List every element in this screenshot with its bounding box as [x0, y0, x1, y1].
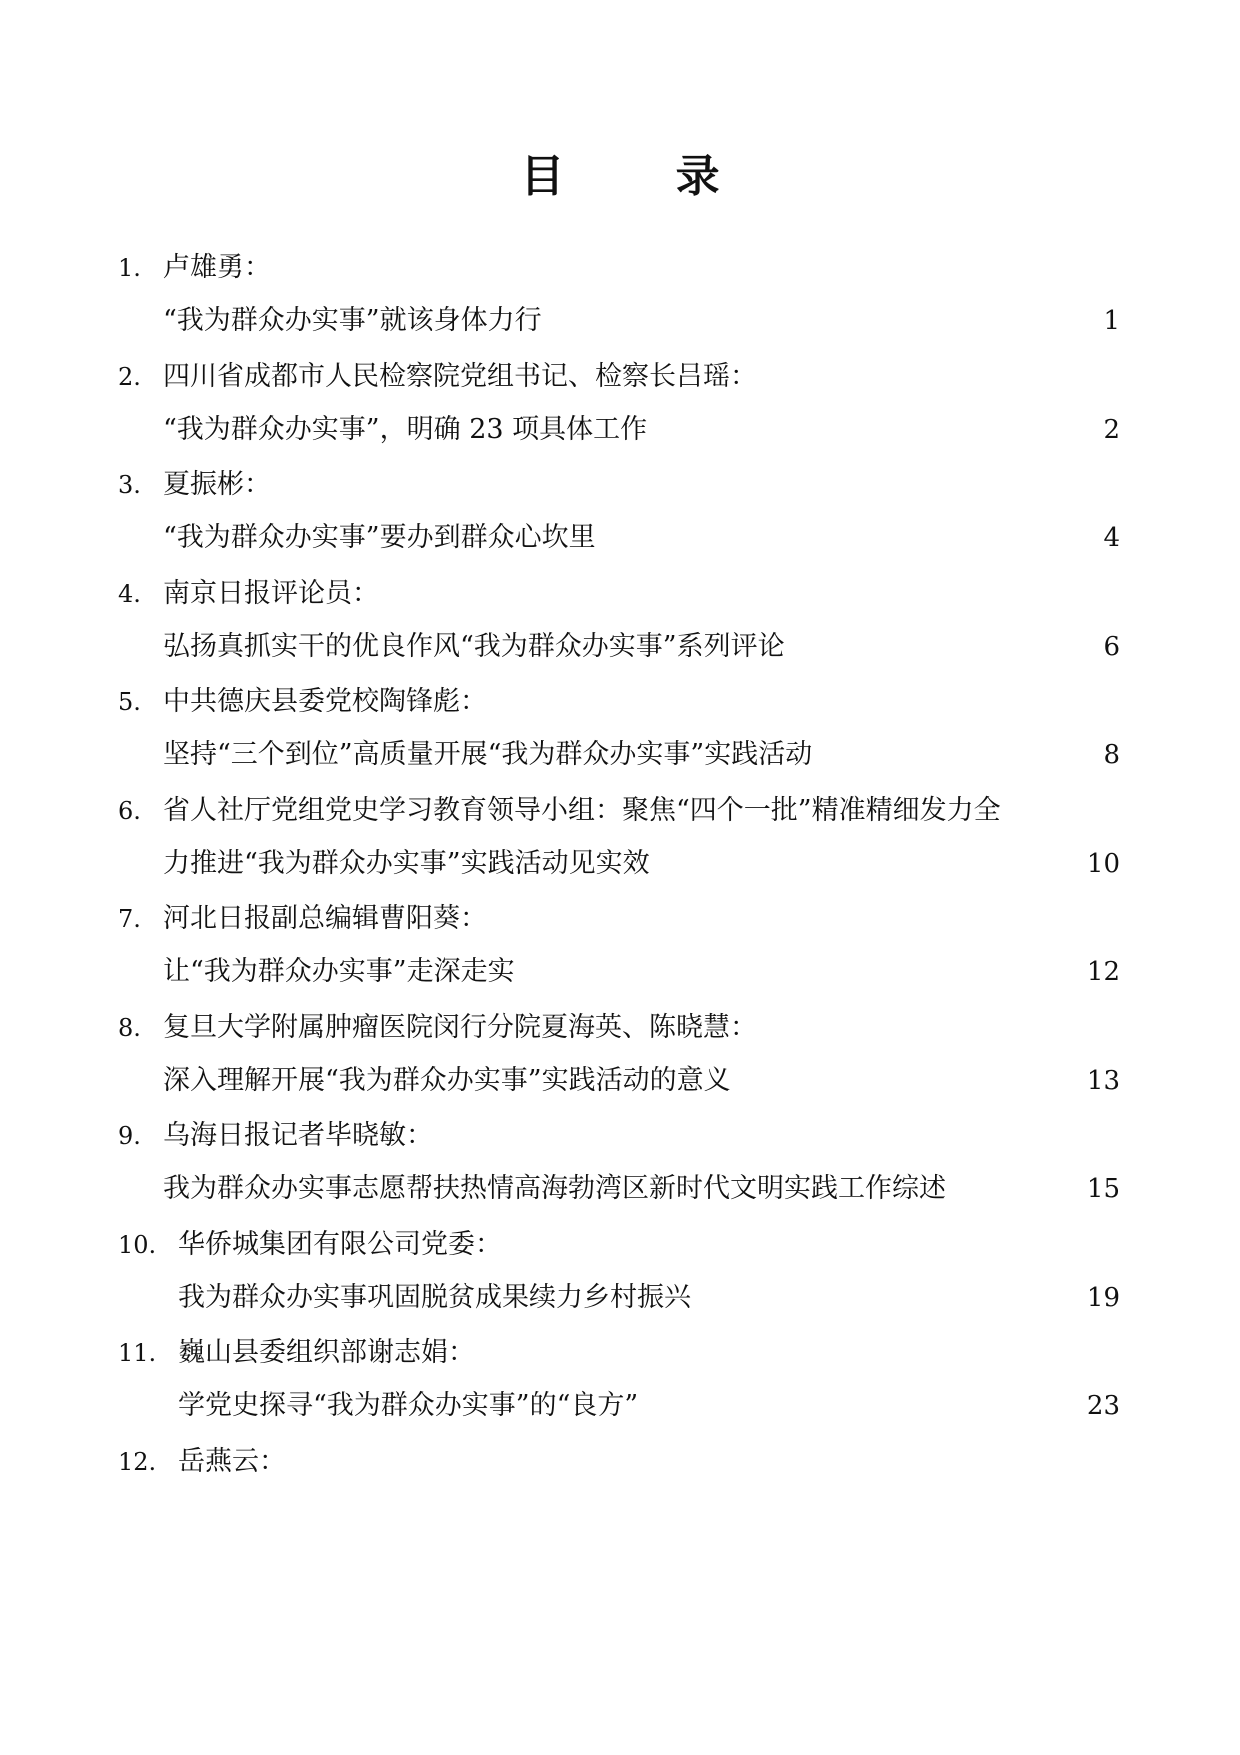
toc-entry-title[interactable]	[0, 1278, 1240, 1318]
entry-number: 9.	[118, 1122, 141, 1150]
entry-number: 7.	[118, 905, 141, 933]
entry-number: 3.	[118, 471, 141, 499]
toc-entry-heading	[0, 574, 1240, 614]
entry-author: 中共德庆县委党校陶锋彪：	[163, 686, 487, 717]
entry-page-number: 10	[1086, 848, 1120, 879]
entry-title: “我为群众办实事”，明确 23 项具体工作	[163, 413, 648, 445]
entry-number: 2.	[118, 362, 141, 391]
toc-entry-heading	[0, 791, 1240, 831]
entry-page-number: 12	[1086, 957, 1120, 987]
entry-page-number: 2	[1103, 414, 1120, 445]
entry-page-number: 13	[1086, 1065, 1120, 1096]
entry-author: 华侨城集团有限公司党委：	[178, 1228, 502, 1260]
entry-page-number: 19	[1086, 1282, 1120, 1313]
toc-entry-title[interactable]	[0, 735, 1240, 775]
entry-author: 省人社厅党组党史学习教育领导小组：聚焦“四个一批”精准精细发力全	[163, 794, 1001, 826]
toc-entry-title[interactable]	[0, 518, 1240, 558]
entry-page-number: 8	[1103, 740, 1120, 770]
toc-entry-title[interactable]	[0, 301, 1240, 341]
entry-title: 我为群众办实事志愿帮扶热情高海勃湾区新时代文明实践工作综述	[163, 1173, 946, 1204]
entry-author: 乌海日报记者毕晓敏：	[163, 1120, 433, 1151]
toc-entry-heading	[0, 1008, 1240, 1048]
toc-entry-heading	[0, 682, 1240, 722]
toc-entry-heading	[0, 248, 1240, 288]
toc-entry-title[interactable]	[0, 627, 1240, 667]
entry-number: 12.	[118, 1447, 157, 1476]
entry-author: 四川省成都市人民检察院党组书记、检察长吕瑶：	[163, 360, 757, 392]
entry-number: 1.	[118, 254, 141, 282]
entry-author: 复旦大学附属肿瘤医院闵行分院夏海英、陈晓慧：	[163, 1011, 757, 1043]
entry-page-number: 4	[1103, 523, 1120, 553]
entry-number: 10.	[118, 1230, 157, 1259]
toc-entry-title[interactable]	[0, 1386, 1240, 1426]
entry-author: 南京日报评论员：	[163, 577, 379, 609]
page-title: 目 录	[520, 151, 768, 202]
entry-page-number: 15	[1086, 1174, 1120, 1204]
toc-entry-title[interactable]	[0, 1169, 1240, 1209]
entry-author: 夏振彬：	[163, 469, 271, 500]
entry-author: 巍山县委组织部谢志娟：	[178, 1337, 475, 1368]
entry-title: “我为群众办实事”就该身体力行	[163, 305, 542, 336]
toc-entry-heading	[0, 1333, 1240, 1373]
entry-page-number: 23	[1086, 1391, 1120, 1421]
toc-entry-title[interactable]	[0, 844, 1240, 884]
toc-entry-title[interactable]	[0, 952, 1240, 992]
entry-number: 6.	[118, 796, 141, 825]
toc-entry-heading	[0, 1225, 1240, 1265]
entry-number: 8.	[118, 1013, 141, 1042]
entry-number: 11.	[118, 1339, 157, 1367]
toc-entry-heading	[0, 357, 1240, 397]
entry-title: 深入理解开展“我为群众办实事”实践活动的意义	[163, 1064, 731, 1096]
toc-entry-title[interactable]	[0, 410, 1240, 450]
entry-title: 弘扬真抓实干的优良作风“我为群众办实事”系列评论	[163, 630, 785, 662]
entry-author: 河北日报副总编辑曹阳葵：	[163, 903, 487, 934]
entry-title: 坚持“三个到位”高质量开展“我为群众办实事”实践活动	[163, 739, 813, 770]
toc-entry-title[interactable]	[0, 1061, 1240, 1101]
entry-title: 学党史探寻“我为群众办实事”的“良方”	[178, 1390, 639, 1421]
entry-author: 岳燕云：	[178, 1445, 286, 1477]
toc-entry-heading	[0, 465, 1240, 505]
entry-title: 我为群众办实事巩固脱贫成果续力乡村振兴	[178, 1281, 691, 1313]
entry-title: 让“我为群众办实事”走深走实	[163, 956, 515, 987]
entry-author: 卢雄勇：	[163, 252, 271, 283]
toc-entry-heading	[0, 1116, 1240, 1156]
entry-page-number: 6	[1103, 631, 1120, 662]
toc-entry-heading	[0, 1442, 1240, 1482]
toc-entry-heading	[0, 899, 1240, 939]
entry-title: 力推进“我为群众办实事”实践活动见实效	[163, 847, 650, 879]
entry-page-number: 1	[1103, 306, 1120, 336]
entry-title: “我为群众办实事”要办到群众心坎里	[163, 522, 596, 553]
entry-number: 5.	[118, 688, 141, 716]
entry-number: 4.	[118, 579, 141, 608]
